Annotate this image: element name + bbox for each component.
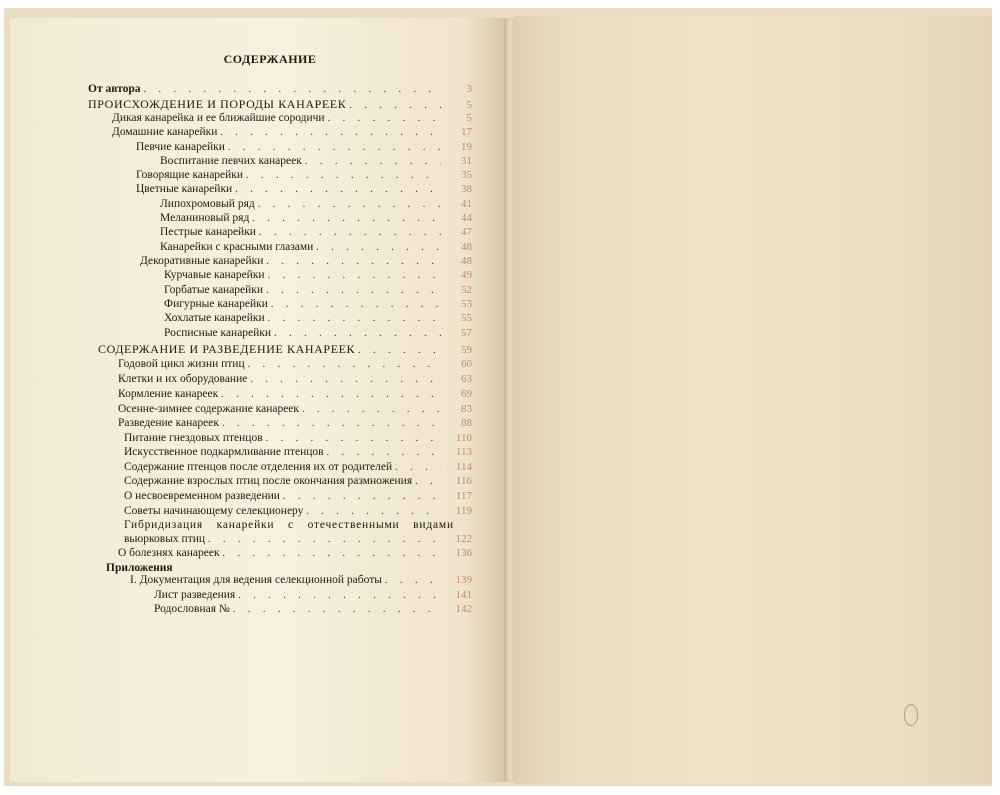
toc-entry: Искусственное подкармливание птенцов . . . 113 bbox=[124, 445, 472, 460]
toc-entry: Годовой цикл жизни птиц . . . 60 bbox=[118, 357, 472, 372]
toc-entry: Гибридизация канарейки с отечественными видами bbox=[124, 519, 454, 531]
toc-entry: Кормление канареек . . . 69 bbox=[118, 387, 472, 402]
toc-entry: I. Документация для ведения селекционной работы . . . 139 bbox=[130, 573, 472, 588]
toc-entry: Цветные канарейки . . . 38 bbox=[136, 182, 472, 197]
appendix-heading: Приложения bbox=[106, 562, 173, 574]
toc-entry: Липохромовый ряд . . . 41 bbox=[160, 197, 472, 212]
toc-entry: Хохлатые канарейки . . . 55 bbox=[164, 311, 472, 326]
toc-entry: ПРОИСХОЖДЕНИЕ И ПОРОДЫ КАНАРЕЕК . . . 5 bbox=[88, 97, 472, 113]
toc-entry: Пестрые канарейки . . . 47 bbox=[160, 225, 472, 240]
toc-entry: Осенне-зимнее содержание канареек . . . 83 bbox=[118, 402, 472, 417]
toc-entry: От автора . . . 3 bbox=[88, 82, 472, 97]
toc-entry: Фигурные канарейки . . . 53 bbox=[164, 297, 472, 312]
toc-entry: Домашние канарейки . . . 17 bbox=[112, 125, 472, 140]
toc-entry: Воспитание певчих канареек . . . 31 bbox=[160, 154, 472, 169]
toc-entry: Содержание птенцов после отделения их от родителей . . . 114 bbox=[124, 460, 472, 475]
right-page bbox=[514, 16, 992, 784]
toc-entry: Разведение канареек . . . 88 bbox=[118, 416, 472, 431]
toc-entry: Говорящие канарейки . . . 35 bbox=[136, 168, 472, 183]
toc-entry: Росписные канарейки . . . 57 bbox=[164, 326, 472, 341]
toc-entry: Клетки и их оборудование . . . 63 bbox=[118, 372, 472, 387]
paper-spot bbox=[904, 704, 918, 726]
toc-entry: Канарейки с красными глазами . . . 48 bbox=[160, 240, 472, 255]
toc-entry: Меланиновый ряд . . . 44 bbox=[160, 211, 472, 226]
toc-entry: Питание гнездовых птенцов . . . 110 bbox=[124, 431, 472, 446]
toc-entry: вьюрковых птиц . . . 122 bbox=[124, 532, 472, 547]
toc-entry: Лист разведения . . . 141 bbox=[154, 588, 472, 603]
toc-entry: Декоративные канарейки . . . 48 bbox=[140, 254, 472, 269]
toc-entry: Содержание взрослых птиц после окончания размножения . . . 116 bbox=[124, 474, 472, 489]
toc-entry: О болезнях канареек . . . 136 bbox=[118, 546, 472, 561]
toc-entry: Родословная № . . . 142 bbox=[154, 602, 472, 617]
toc-entry: Советы начинающему селекционеру . . . 119 bbox=[124, 504, 472, 519]
toc-entry: Дикая канарейка и ее ближайшие сородичи . . . 5 bbox=[112, 111, 472, 126]
toc-entry: Певчие канарейки . . . 19 bbox=[136, 140, 472, 155]
toc-entry: СОДЕРЖАНИЕ И РАЗВЕДЕНИЕ КАНАРЕЕК . . . 59 bbox=[98, 342, 472, 358]
toc-entry: Курчавые канарейки . . . 49 bbox=[164, 268, 472, 283]
toc-entry: О несвоевременном разведении . . . 117 bbox=[124, 489, 472, 504]
toc-title: СОДЕРЖАНИЕ bbox=[223, 52, 317, 66]
toc-entry: Горбатые канарейки . . . 52 bbox=[164, 283, 472, 298]
